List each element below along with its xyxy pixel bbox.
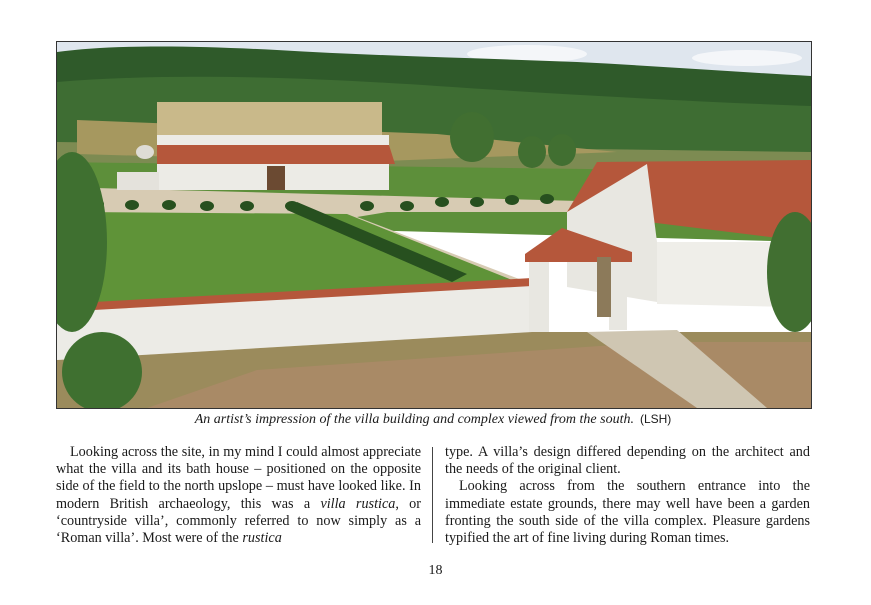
- paragraph: Looking across from the southern entrance into the immediate estate grounds, there may well have been a garden fronting the south side of the villa complex. Pleasure gardens typified the art of fine living during Roman times.: [445, 478, 810, 547]
- gate-pier-left: [529, 262, 549, 332]
- villa-scene: [57, 42, 811, 408]
- page-number: 18: [428, 563, 443, 578]
- figure-caption: [56, 410, 810, 429]
- cloud: [692, 50, 802, 66]
- dome: [136, 145, 154, 159]
- gate-pier-right: [609, 262, 627, 330]
- paragraph: [56, 444, 421, 547]
- bath-annex: [117, 172, 159, 190]
- caption-text: An artist’s impression of the villa building and complex viewed from the south.: [194, 412, 634, 427]
- column-divider: [432, 447, 433, 543]
- villa-illustration: [56, 41, 812, 409]
- text-segment: , or ‘countryside villa’, commonly referred to now simply as a ‘Roman villa’. Most were of the: [56, 495, 421, 547]
- villa-upper-roof: [157, 102, 382, 137]
- emphasis-rustica: rustica: [242, 530, 282, 547]
- left-column: [56, 444, 421, 547]
- text-segment: Looking across the site, in my mind I could almost appreciate what the villa and its bath house – positioned on the opposite side of the field to the north upslope – must have looked like. In modern British archaeology, this was a: [56, 444, 421, 512]
- paragraph: type. A villa’s design differed depending on the architect and the needs of the original client.: [445, 444, 810, 478]
- right-column: [445, 444, 810, 547]
- image-credit: (LSH): [639, 412, 672, 426]
- gate-door: [597, 257, 611, 317]
- villa-portico-roof: [157, 145, 395, 164]
- emphasis-villa-rustica: villa rustica: [320, 495, 396, 512]
- villa-door: [267, 166, 285, 190]
